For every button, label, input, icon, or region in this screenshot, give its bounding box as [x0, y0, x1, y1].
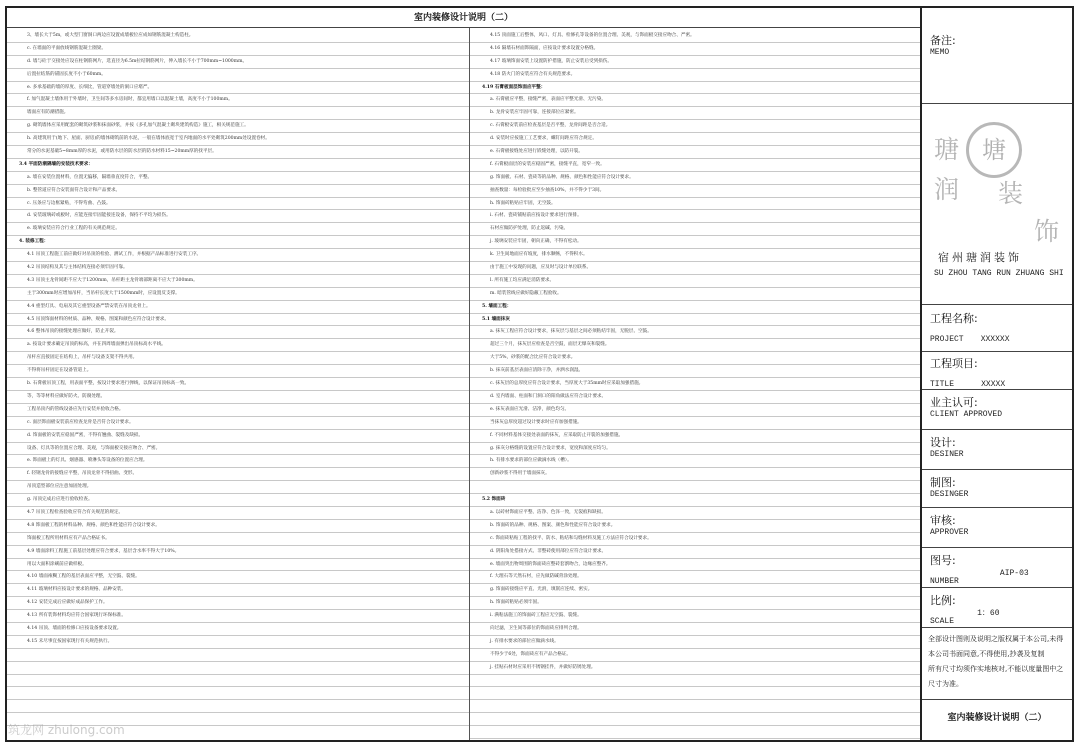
note-line: g. 饰面板、石材、瓷砖等的品种、规格、颜色和性能应符合设计要求。: [470, 172, 920, 185]
note-line: [470, 675, 920, 688]
note-line: 4.8 饰面板工程的材料品种、规格、颜色和性能应符合设计要求。: [7, 520, 469, 533]
note-line: 石材应做防护处理，防止返碱、污染。: [470, 223, 920, 236]
note-line: d. 安装时应按施工工艺要求，螺钉间距应符合规定。: [470, 133, 920, 146]
note-line: a. 以砖材饰面应平整、洁净、色泽一致，无裂痕和缺损。: [470, 507, 920, 520]
note-line: f. 不同材料基体交接处表面的抹灰，应采取防止开裂的加强措施。: [470, 430, 920, 443]
scale-cell: [922, 588, 1072, 628]
note-line: [7, 649, 469, 662]
title-label: 工程项目:: [930, 357, 978, 370]
section-heading: 5.1 墙面抹灰: [470, 314, 920, 327]
logo-char: 瑭: [934, 135, 960, 164]
title-value: XXXXX: [981, 380, 1006, 389]
note-line: e. 饰面板上的灯具、烟感器、喷淋头等设备的位置应合理。: [7, 455, 469, 468]
drawer-label-en: DESINGER: [930, 490, 969, 499]
note-line: g. 饰面砖接缝应平直、光滑，填嵌应连续、密实。: [470, 584, 920, 597]
note-line: m. 暗装管线应做好隐蔽工程验收。: [470, 288, 920, 301]
note-line: 4.15 未尽事宜按国家现行有关规范执行。: [7, 636, 469, 649]
note-line: [7, 662, 469, 675]
note-line: 当抹灰总厚度超过设计要求时应有加强措施。: [470, 417, 920, 430]
project-label-en: PROJECT: [930, 335, 964, 344]
note-line: d. 室内墙面、柱面和门洞口的阳角做法应符合设计要求。: [470, 391, 920, 404]
copyright-notice: [922, 628, 1072, 700]
scale-label: 比例:: [930, 594, 956, 607]
note-line: a. 墙在安装位置材料，位置无偏移，隔墙垂直度符合，平整。: [7, 172, 469, 185]
note-line: e. 抹灰表面应光滑、洁净，颜色均匀。: [470, 404, 920, 417]
scale-value: 1：60: [977, 609, 1000, 618]
note-line: 4.5 吊顶饰面材料的材质、品种、规格、图案和颜色应符合设计要求。: [7, 314, 469, 327]
designer-cell: [922, 430, 1072, 470]
note-line: 4.2 吊顶结构及其与主体结构连接必须牢固可靠。: [7, 262, 469, 275]
client-label: 业主认可:: [930, 396, 978, 409]
note-line: f. 大理石等天然石材，应先做防碱背涂处理。: [470, 571, 920, 584]
notes-area: [7, 8, 922, 740]
note-line: [470, 481, 920, 494]
note-line: a. 石膏板应平整，接缝严密，表面应平整光滑、无污染。: [470, 94, 920, 107]
designer-label-en: DESINER: [930, 450, 964, 459]
company-name-en: SU ZHOU TANG RUN ZHUANG SHI: [934, 269, 1064, 278]
number-value: AIP-03: [999, 569, 1029, 578]
note-line: g. 吊顶完成后应进行验收检查。: [7, 494, 469, 507]
note-line: [470, 726, 920, 739]
section-heading: 5. 墙面工程：: [470, 301, 920, 314]
approver-label-en: APPROVER: [930, 528, 969, 537]
note-line: 等，等等材料应做好防火、防腐处理。: [7, 391, 469, 404]
notice-dimensions: 所有尺寸均须作实地核对,不能以度量图中之尺寸为准。: [928, 665, 1064, 688]
project-value: XXXXXX: [980, 335, 1010, 344]
note-line: 后置拉结筋的锚固长度不小于60mm。: [7, 69, 469, 82]
note-line: 墙面应有防潮措施。: [7, 107, 469, 120]
note-line: e. 石膏板接缝处应进行嵌缝处理，以防开裂。: [470, 146, 920, 159]
note-line: 不得将吊杆固定在设备管道上。: [7, 365, 469, 378]
note-line: h. 饰面砖粘贴应牢固，无空鼓。: [470, 198, 920, 211]
note-line: 由于施工中发现的问题，应及时与设计单位联系。: [470, 262, 920, 275]
note-line: 设备、灯具等的位置应合理、美观，与饰面板交接应吻合、严密。: [7, 443, 469, 456]
note-line: f. 加气混凝土墙体用于外墙时，卫生间等多水房间时，都宜用墙口以混凝土墙，高度不小于100mm。: [7, 94, 469, 107]
memo-label-en: MEMO: [930, 48, 950, 57]
note-line: 大于5%，砂浆的配合比应符合设计要求。: [470, 352, 920, 365]
watermark: 筑龙网 zhulong.com: [8, 723, 125, 737]
note-line: g. 抹灰分格缝的设置应符合设计要求，宽度和深度应均匀。: [470, 443, 920, 456]
note-line: 4.1 吊顶工程施工前应做好对吊顶的检验、测试工作，并根据产品标准进行安装工序。: [7, 249, 469, 262]
logo-char: 装: [998, 179, 1024, 208]
note-line: b. 饰面砖的品种、规格、图案、颜色和性能应符合设计要求。: [470, 520, 920, 533]
company-logo-area: [922, 104, 1072, 305]
note-line: 吊顶造型部位应注意加固处理。: [7, 481, 469, 494]
note-line: l. 所有施工均应满足消防要求。: [470, 275, 920, 288]
client-label-en: CLIENT APPROVED: [930, 410, 1003, 419]
note-line: 3、墙长大于5m，或大型门窗洞口两边应设置成墙板位应成如钢筋混凝土构造柱。: [7, 30, 469, 43]
note-line: 用以大面积涂刷前应做样板。: [7, 559, 469, 572]
note-line: j. 挂贴石材时应采用不锈钢挂件，并做好防锈处理。: [470, 662, 920, 675]
note-line: j. 有排水要求的部位应做滴水线。: [470, 636, 920, 649]
note-line: e. 墙面突出物周围的饰面砖应整砖套割吻合，边缘应整齐。: [470, 559, 920, 572]
note-line: a. 按设计要求确定吊顶的标高，并在四周墙面弹出吊顶标高水平线。: [7, 339, 469, 352]
note-line: i. 满粘法施工的饰面砖工程应无空鼓、裂缝。: [470, 610, 920, 623]
notes-column-left: [7, 30, 469, 740]
company-name-cn: 宿州瑭润装饰: [938, 251, 1022, 264]
note-line: d. 墙与砼于交接处应设在柱钢筋网片，选直径为6.5m拉结钢筋网片，伸入墙长不小于700mm~1000mm。: [7, 56, 469, 69]
title-cell: [922, 352, 1072, 390]
note-line: h. 高建筑用于(地下、屋面、厨房)的墙体砌筑前的水泥，一般在墙体底宽于室内地面的水平处砌筑200mm处设置卷材。: [7, 133, 469, 146]
memo-cell: [922, 8, 1072, 104]
note-line: c. 抹灰层的总厚度应符合设计要求，当厚度大于35mm时应采取加强措施。: [470, 378, 920, 391]
note-line: 4.16 隔墙石材面饰隔面，应按设计要求设置分格缝。: [470, 43, 920, 56]
logo-char: 饰: [1034, 217, 1060, 246]
section-heading: 5.2 饰面砖: [470, 494, 920, 507]
note-line: j. 玻璃安装应牢固，朝向正确，不得有松动。: [470, 236, 920, 249]
note-line: 4.18 防火门的安装应符合有关规范要求。: [470, 69, 920, 82]
notice-copyright: 全部设计图则及说明之版权属于本公司,未得本公司书面同意,不得使用,抄袭及复制: [928, 635, 1064, 658]
note-line: e. 多承基础的墙的厚度、长细比，管道穿墙处的洞口应堵严。: [7, 82, 469, 95]
note-line: 抽查数量：每检验批应至少抽查10%，并不得少于3间。: [470, 185, 920, 198]
note-line: 主于300mm时应增加吊杆，当吊杆长度大于1500mm时，应设置反支撑。: [7, 288, 469, 301]
note-line: c. 饰面砖粘贴工程的找平、防水、粘结和勾缝材料及施工方法应符合设计要求。: [470, 533, 920, 546]
note-line: f. 石膏板面层的安装应稳固严密，接缝平直，宽窄一致。: [470, 159, 920, 172]
approver-label: 审核:: [930, 514, 956, 527]
title-label-en: TITLE: [930, 380, 955, 389]
note-line: [470, 700, 920, 713]
note-line: f. 轻钢龙骨的接缝应平整，吊顶龙骨不得扭曲、变形。: [7, 468, 469, 481]
note-line: [7, 675, 469, 688]
note-line: 常分的水泥基础5~8mm厚的水泥，或用防水层的防水层的防水材料15~20mm厚的找平层。: [7, 146, 469, 159]
note-line: b. 抹灰前基层表面应清除干净，并洒水润湿。: [470, 365, 920, 378]
drawing-frame: [5, 6, 1074, 742]
note-line: b. 龙骨安装应牢固可靠，连接部位应紧密。: [470, 107, 920, 120]
note-line: 工程吊顶内的管线设备应先行安装并验收合格。: [7, 404, 469, 417]
title-block: [922, 8, 1072, 740]
note-line: 不得少于6处，饰面砖应有产品合格证。: [470, 649, 920, 662]
note-line: 4.10 墙面裱糊工程的基层表面应平整，无空鼓、裂缝。: [7, 571, 469, 584]
note-line: 4.13 所有装饰材料均应符合国家现行环保标准。: [7, 610, 469, 623]
note-line: 4.7 吊顶工程检查验收应符合有关规范的规定。: [7, 507, 469, 520]
note-line: 4.14 吊顶、墙面的检修口应按设备要求设置。: [7, 623, 469, 636]
note-line: [470, 687, 920, 700]
project-cell: [922, 304, 1072, 352]
note-line: e. 玻璃安装应符合行业工程的有关规范规定。: [7, 223, 469, 236]
number-cell: [922, 548, 1072, 588]
note-line: c. 在墙面的平面放线钢筋混凝土圈梁。: [7, 43, 469, 56]
drawer-cell: [922, 470, 1072, 508]
note-line: h. 有排水要求的部位应做滴水线（槽）。: [470, 455, 920, 468]
note-line: 4.11 玻璃材料应按设计要求的规格、品种安装。: [7, 584, 469, 597]
drawer-label: 制图:: [930, 476, 956, 489]
note-line: a. 抹灰工程应符合设计要求，抹灰层与基层之间必须粘结牢固，无脱层、空鼓。: [470, 326, 920, 339]
note-line: d. 阴阳角处搭接方式、非整砖使用部位应符合设计要求。: [470, 546, 920, 559]
note-line: k. 卫生间地面应有坡度，排水顺畅，不得积水。: [470, 249, 920, 262]
section-heading: 4.19 石膏板面层饰面应平整：: [470, 82, 920, 95]
note-line: [7, 700, 469, 713]
note-line: [7, 687, 469, 700]
note-line: 创新砂浆不得用于墙面抹灰。: [470, 468, 920, 481]
number-label-en: NUMBER: [930, 577, 959, 586]
note-line: 4.4 重型灯具、电扇及其它重型设备严禁安装在吊顶龙骨上。: [7, 301, 469, 314]
notes-column-right: [470, 30, 920, 740]
logo-char: 润: [934, 175, 960, 204]
approver-cell: [922, 508, 1072, 548]
note-line: 4.9 墙面涂料工程施工前基层处理应符合要求，基层含水率不得大于10%。: [7, 546, 469, 559]
note-line: 4.6 整体吊顶的接缝处理应做好，防止开裂。: [7, 326, 469, 339]
note-line: 超过三个月，抹灰层应检查是否空鼓，面层无爆灰和裂缝。: [470, 339, 920, 352]
scale-label-en: SCALE: [930, 617, 955, 626]
note-line: 饰面板工程所用材料应有产品合格证书。: [7, 533, 469, 546]
client-cell: [922, 390, 1072, 430]
note-line: 4.17 玻璃饰面安装上设置防护措施，防止安装后受到损伤。: [470, 56, 920, 69]
note-line: 4.12 安装完成后应做好成品保护工作。: [7, 597, 469, 610]
note-line: i. 石材、瓷砖铺贴前应按设计要求进行预排。: [470, 210, 920, 223]
note-line: b. 石膏板吊顶工程，用表面平整，按设计要求进行弹线，以保证吊顶标高一致。: [7, 378, 469, 391]
note-line: [470, 713, 920, 726]
note-line: h. 饰面砖粘贴必须牢固。: [470, 597, 920, 610]
number-label: 图号:: [930, 554, 956, 567]
footer-title: 室内装修设计说明（二）: [947, 713, 1047, 723]
section-heading: 3.4 平面防潮隔墙的安装技术要求：: [7, 159, 469, 172]
project-label: 工程名称:: [930, 312, 978, 325]
company-seal-icon: 塘: [966, 122, 1022, 178]
note-line: b. 整管道应符合安装面符合设计和产品要求。: [7, 185, 469, 198]
section-heading: 4. 装修工程：: [7, 236, 469, 249]
memo-label: 备注:: [930, 34, 956, 47]
note-line: c. 面层饰面板安装前应检查龙骨是否符合设计要求。: [7, 417, 469, 430]
designer-label: 设计:: [930, 436, 956, 449]
note-line: c. 压条应与边框紧贴，不得弯曲、凸鼓。: [7, 198, 469, 211]
note-line: d. 饰面板的安装应稳固严密，不得有翘曲、裂缝及缺损。: [7, 430, 469, 443]
note-line: d. 安装玻璃砖或板时，应能连接牢固能接连设备，保持不平均为损伤。: [7, 210, 469, 223]
note-line: 向过滤，卫生间等部位的饰面砖应排列合理。: [470, 623, 920, 636]
note-line: 吊杆应直接固定在结构上，吊杆与设备支架不得共用。: [7, 352, 469, 365]
note-line: c. 石膏板安装前应检查基层是否平整，龙骨间距是否合适。: [470, 120, 920, 133]
note-line: g. 砌筑墙体应采用配套的砌筑砂浆和抹面砂浆，并按《多孔加气混凝土砌块建筑构造》施工，相关规范施工。: [7, 120, 469, 133]
note-line: 4.3 吊顶主龙骨间距不应大于1200mm，吊杆距主龙骨端部距离不应大于300mm。: [7, 275, 469, 288]
sheet-title: 室内装修设计说明（二）: [7, 8, 920, 28]
note-line: 4.15 顶面施工后整体，风口、灯具、检修孔等设备的位置合理、美观，与饰面板交接应吻合、严密。: [470, 30, 920, 43]
